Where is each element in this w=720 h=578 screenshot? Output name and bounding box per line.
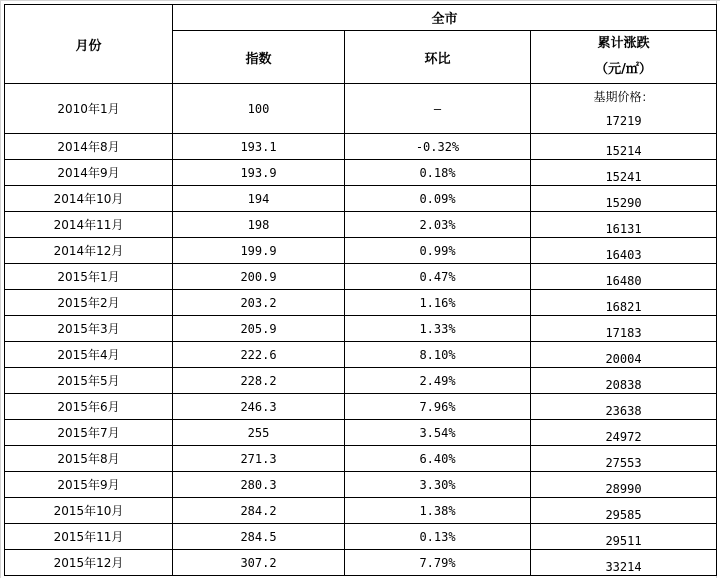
cell-mom: 0.18% [345,160,531,186]
table-row [5,212,717,238]
header-mom: 环比 [345,31,531,84]
cell-price: 15290 [531,186,717,212]
cell-month: 2014年12月 [5,238,173,264]
table-row [5,186,717,212]
table-row [5,238,717,264]
cell-month: 2015年11月 [5,524,173,550]
table-row [5,524,717,550]
cell-index: 199.9 [173,238,345,264]
cell-price: 29511 [531,524,717,550]
cell-month: 2015年2月 [5,290,173,316]
cell-mom: 7.79% [345,550,531,576]
cell-month: 2015年5月 [5,368,173,394]
cell-mom: -0.32% [345,134,531,160]
cell-mom: 0.47% [345,264,531,290]
cell-month: 2015年7月 [5,420,173,446]
cell-mom: 7.96% [345,394,531,420]
table-row [5,472,717,498]
cell-mom: 3.54% [345,420,531,446]
cell-mom: 6.40% [345,446,531,472]
cell-price: 33214 [531,550,717,576]
cell-price: 16131 [531,212,717,238]
cell-price: 17183 [531,316,717,342]
table-row [5,498,717,524]
unit-label: （元/㎡） [595,62,652,77]
cell-mom: 0.99% [345,238,531,264]
cumulative-label: 累计涨跌 [597,36,650,51]
cell-price: 16480 [531,264,717,290]
table-row [5,264,717,290]
cell-month: 2010年1月 [5,84,173,134]
base-price-value: 17219 [605,113,642,128]
cell-mom: 8.10% [345,342,531,368]
header-index: 指数 [173,31,345,84]
cell-index: 228.2 [173,368,345,394]
header-cumulative [531,31,717,84]
cell-month: 2015年3月 [5,316,173,342]
cell-index: 200.9 [173,264,345,290]
cell-index: 203.2 [173,290,345,316]
cell-mom: 0.09% [345,186,531,212]
table-row [5,446,717,472]
cell-price: 24972 [531,420,717,446]
table-row [5,342,717,368]
cell-index: 255 [173,420,345,446]
cell-price: 20004 [531,342,717,368]
cell-price: 15241 [531,160,717,186]
cell-index: 307.2 [173,550,345,576]
cell-index: 193.1 [173,134,345,160]
cell-month: 2015年12月 [5,550,173,576]
cell-price: 27553 [531,446,717,472]
cell-month: 2014年9月 [5,160,173,186]
cell-month: 2014年11月 [5,212,173,238]
table-row [5,160,717,186]
cell-mom: 1.38% [345,498,531,524]
cell-price: 15214 [531,134,717,160]
table-row [5,420,717,446]
cell-month: 2014年8月 [5,134,173,160]
cell-month: 2015年4月 [5,342,173,368]
table-row [5,134,717,160]
cell-price: 29585 [531,498,717,524]
cell-month: 2015年10月 [5,498,173,524]
header-month: 月份 [5,5,173,84]
cell-month: 2015年9月 [5,472,173,498]
cell-price: 16821 [531,290,717,316]
cell-index: 194 [173,186,345,212]
cell-index: 284.2 [173,498,345,524]
cell-base-price [531,84,717,134]
header-whole-city: 全市 [173,5,717,31]
cell-price: 20838 [531,368,717,394]
cell-mom: 2.03% [345,212,531,238]
cell-month: 2015年1月 [5,264,173,290]
cell-mom: 0.13% [345,524,531,550]
cell-index: 271.3 [173,446,345,472]
cell-index: 284.5 [173,524,345,550]
cell-mom: 1.16% [345,290,531,316]
cell-month: 2015年6月 [5,394,173,420]
cell-price: 28990 [531,472,717,498]
cell-index: 193.9 [173,160,345,186]
cell-price: 23638 [531,394,717,420]
cell-mom: 3.30% [345,472,531,498]
cell-index: 100 [173,84,345,134]
table-row [5,316,717,342]
base-price-label: 基期价格： [593,89,654,104]
price-index-table [4,4,717,576]
cell-index: 205.9 [173,316,345,342]
cell-index: 222.6 [173,342,345,368]
table-row-base [5,84,717,134]
table-row [5,394,717,420]
cell-mom: — [345,84,531,134]
cell-month: 2014年10月 [5,186,173,212]
cell-index: 198 [173,212,345,238]
cell-index: 280.3 [173,472,345,498]
cell-mom: 2.49% [345,368,531,394]
table-row [5,290,717,316]
table-row [5,368,717,394]
cell-month: 2015年8月 [5,446,173,472]
cell-mom: 1.33% [345,316,531,342]
cell-price: 16403 [531,238,717,264]
cell-index: 246.3 [173,394,345,420]
table-row [5,550,717,576]
